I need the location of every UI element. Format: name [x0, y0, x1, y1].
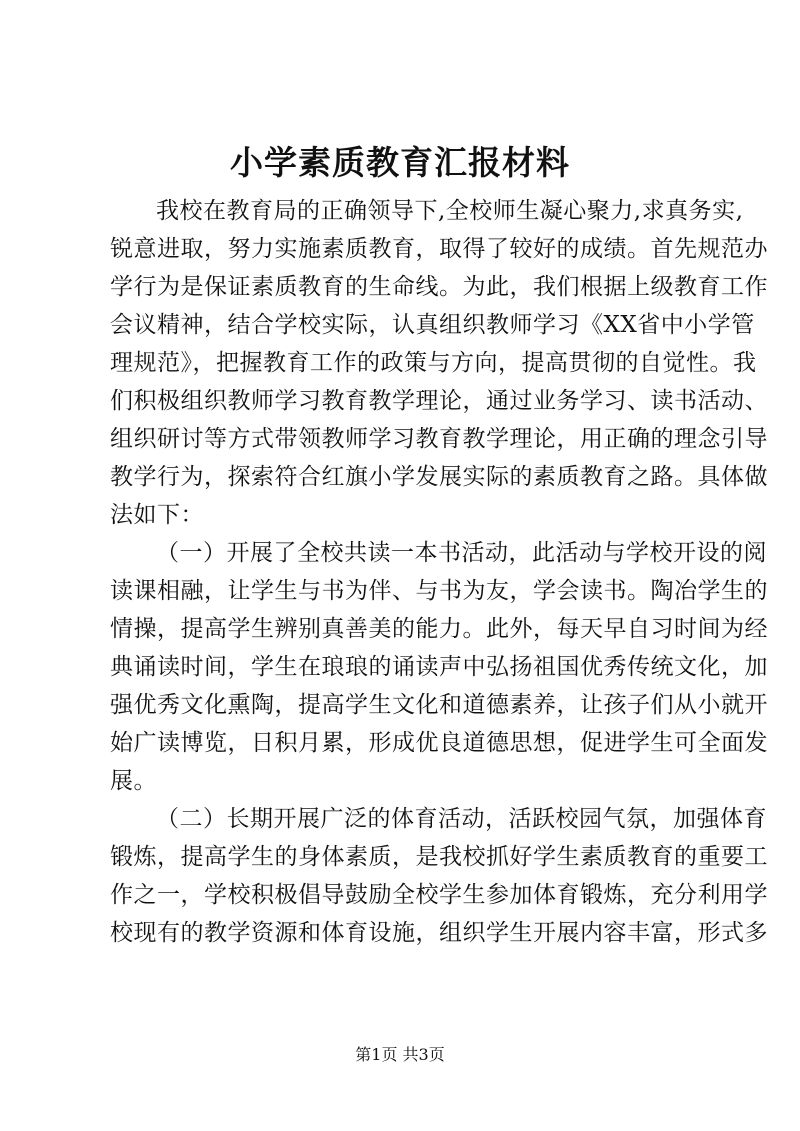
text-line: 理规范》，把握教育工作的政策与方向，提高贯彻的自觉性。我 [110, 350, 757, 376]
text-line: 强优秀文化熏陶，提高学生文化和道德素养，让孩子们从小就开 [110, 692, 768, 718]
text-line: （一）开展了全校共读一本书活动，此活动与学校开设的阅 [156, 540, 767, 566]
text-line: 组织研讨等方式带领教师学习教育教学理论，用正确的理念引导 [110, 426, 768, 452]
text-line: 展。 [110, 768, 157, 794]
text-line: 教学行为，探索符合红旗小学发展实际的素质教育之路。具体做 [110, 464, 768, 490]
text-line: 学行为是保证素质教育的生命线。为此，我们根据上级教育工作 [110, 274, 768, 300]
text-line: 情操，提高学生辨别真善美的能力。此外，每天早自习时间为经 [110, 616, 768, 642]
document-body [110, 192, 768, 952]
text-line: 我校在教育局的正确领导下,全校师生凝心聚力,求真务实, [156, 198, 744, 224]
text-line: 作之一，学校积极倡导鼓励全校学生参加体育锻炼，充分利用学 [110, 882, 768, 908]
document-title: 小学素质教育汇报材料 [230, 143, 570, 182]
text-line: 会议精神，结合学校实际，认真组织教师学习《XX省中小学管 [110, 312, 755, 338]
text-line: 读课相融，让学生与书为伴、与书为友，学会读书。陶冶学生的 [110, 578, 768, 604]
text-line: 法如下： [110, 502, 204, 528]
text-line: （二）长期开展广泛的体育活动，活跃校园气氛，加强体育 [156, 806, 767, 832]
text-line: 典诵读时间，学生在琅琅的诵读声中弘扬祖国优秀传统文化，加 [110, 654, 768, 680]
text-line: 始广读博览，日积月累，形成优良道德思想，促进学生可全面发 [110, 730, 768, 756]
text-line: 校现有的教学资源和体育设施，组织学生开展内容丰富，形式多 [110, 920, 768, 946]
text-line: 锻炼，提高学生的身体素质，是我校抓好学生素质教育的重要工 [110, 844, 768, 870]
text-line: 们积极组织教师学习教育教学理论，通过业务学习、读书活动、 [110, 388, 768, 414]
page-footer: 第1页 共3页 [355, 1045, 445, 1064]
text-line: 锐意进取，努力实施素质教育，取得了较好的成绩。首先规范办 [110, 236, 768, 262]
